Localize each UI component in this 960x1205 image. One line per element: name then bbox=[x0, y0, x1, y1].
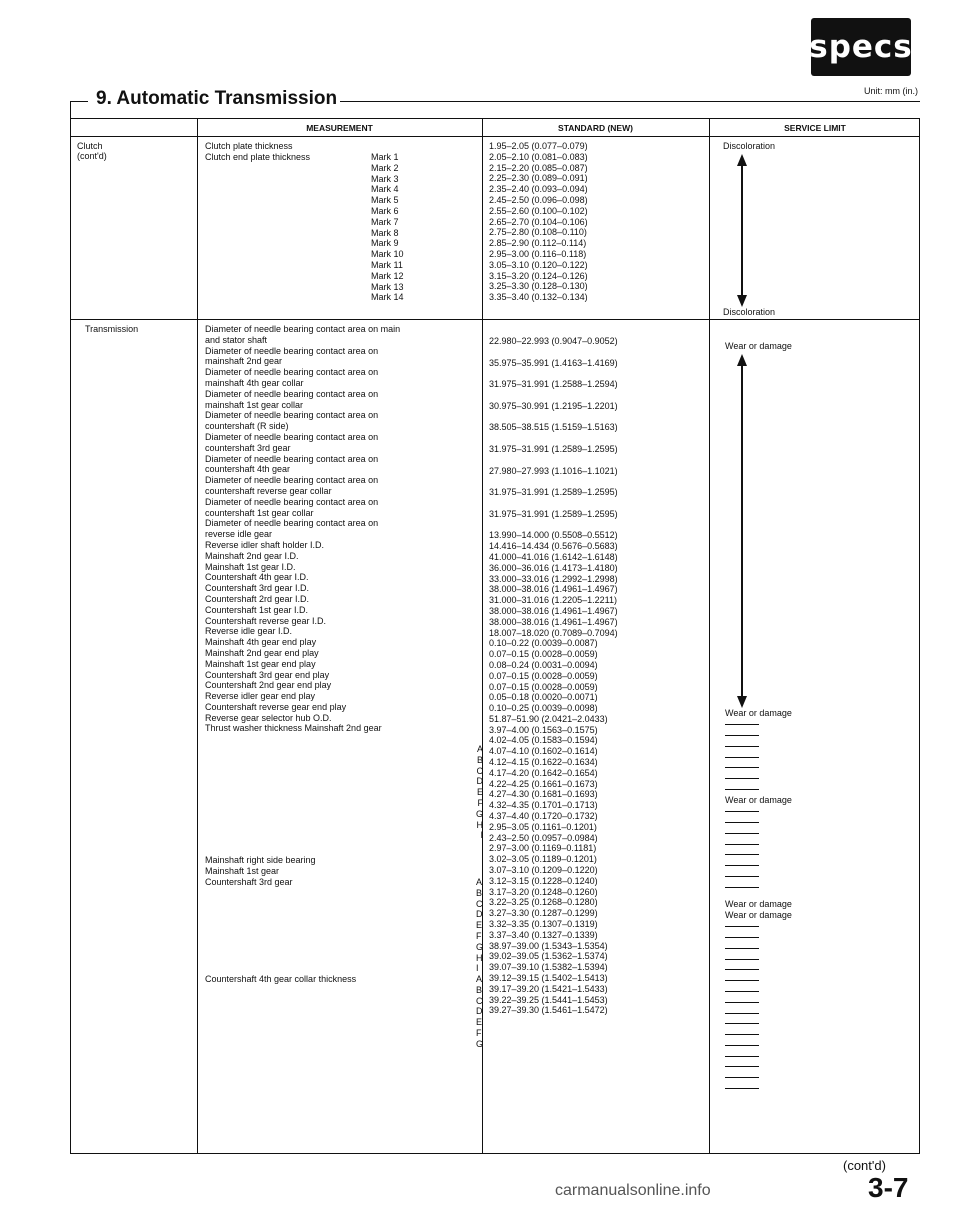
limit-dash bbox=[725, 1029, 759, 1040]
transmission-measurement-33: Countershaft 3rd gear end play bbox=[205, 669, 330, 680]
header-service-limit: SERVICE LIMIT bbox=[784, 123, 846, 133]
transmission-measurement-14: countershaft 4th gear bbox=[205, 464, 291, 475]
transmission-measurement-27: Countershaft 1st gear I.D. bbox=[205, 604, 309, 615]
transmission-standard-9: 31.975–31.991 (1.2589–1.2595) bbox=[489, 508, 618, 519]
watermark: carmanualsonline.info bbox=[555, 1182, 711, 1199]
arrow-shaft bbox=[741, 165, 743, 295]
clutch-standard-12: 3.05–3.10 (0.120–0.122) bbox=[489, 259, 588, 270]
clutch-mark-14: Mark 14 bbox=[371, 292, 404, 303]
limit-wear-thrust: Wear or damage bbox=[725, 795, 792, 805]
limit-dash bbox=[725, 1061, 759, 1072]
clutch-mark-9: Mark 9 bbox=[371, 238, 399, 249]
thrust-letter-5: E bbox=[477, 787, 484, 798]
limit-wear-bearing: Wear or damage bbox=[725, 899, 792, 909]
transmission-standard-4: 30.975–30.991 (1.2195–1.2201) bbox=[489, 400, 618, 411]
limit-dash bbox=[725, 1051, 759, 1062]
transmission-standard-37: 2.95–3.05 (0.1161–0.1201) bbox=[489, 821, 597, 832]
transmission-measurements bbox=[205, 324, 400, 734]
transmission-standard-18: 38.000–38.016 (1.4961–1.4967) bbox=[489, 616, 618, 627]
thrust-letter-5: E bbox=[476, 1017, 483, 1028]
transmission-measurement-1: Diameter of needle bearing contact area on main bbox=[205, 324, 401, 334]
thrust-letter-2: B bbox=[476, 984, 483, 995]
clutch-standard-9: 2.75–2.80 (0.108–0.110) bbox=[489, 227, 587, 238]
thrust-letter-3: C bbox=[476, 898, 483, 909]
transmission-measurement-23: Mainshaft 1st gear I.D. bbox=[205, 561, 296, 572]
limit-wear-bottom: Wear or damage bbox=[725, 708, 792, 718]
cont-note: (cont'd) bbox=[843, 1158, 886, 1173]
limit-dash bbox=[725, 943, 759, 954]
countershaft-3rd-gear: Countershaft 3rd gear bbox=[205, 877, 293, 887]
transmission-measurement-2: and stator shaft bbox=[205, 334, 268, 345]
transmission-standard-48: 38.97–39.00 (1.5343–1.5354) bbox=[489, 940, 608, 951]
thrust-letters-1 bbox=[476, 744, 483, 841]
transmission-measurement-9: Diameter of needle bearing contact area on bbox=[205, 410, 379, 421]
transmission-standard-11: 14.416–14.434 (0.5676–0.5683) bbox=[489, 541, 618, 552]
transmission-measurement-3: Diameter of needle bearing contact area on bbox=[205, 345, 379, 356]
clutch-mark-3: Mark 3 bbox=[371, 173, 399, 184]
clutch-standard-2: 2.05–2.10 (0.081–0.083) bbox=[489, 151, 588, 162]
thrust-letter-5: E bbox=[476, 920, 483, 931]
transmission-standard-6: 31.975–31.991 (1.2589–1.2595) bbox=[489, 443, 618, 454]
clutch-standard-13: 3.15–3.20 (0.124–0.126) bbox=[489, 270, 588, 281]
transmission-measurement-31: Mainshaft 2nd gear end play bbox=[205, 647, 319, 658]
thrust-letter-4: D bbox=[476, 1006, 483, 1017]
transmission-measurement-12: countershaft 3rd gear bbox=[205, 442, 291, 453]
transmission-measurement-25: Countershaft 3rd gear I.D. bbox=[205, 583, 310, 594]
clutch-mark-11: Mark 11 bbox=[371, 259, 403, 270]
section-title: 9. Automatic Transmission bbox=[93, 88, 340, 110]
transmission-standard-27: 51.87–51.90 (2.0421–2.0433) bbox=[489, 713, 608, 724]
transmission-standard-50: 39.07–39.10 (1.5382–1.5394) bbox=[489, 962, 608, 973]
arrow-down-icon bbox=[737, 295, 747, 307]
transmission-measurement-29: Reverse idle gear I.D. bbox=[205, 626, 293, 637]
transmission-standard-31: 4.12–4.15 (0.1622–0.1634) bbox=[489, 757, 598, 768]
limit-dash bbox=[725, 838, 759, 849]
clutch-standard-5: 2.35–2.40 (0.093–0.094) bbox=[489, 184, 588, 195]
limit-dash bbox=[725, 882, 759, 893]
collar-label: Countershaft 4th gear collar thickness bbox=[205, 974, 357, 984]
limit-dash bbox=[725, 986, 759, 997]
transmission-standard-47: 3.37–3.40 (0.1327–0.1339) bbox=[489, 929, 598, 940]
transmission-standard-42: 3.12–3.15 (0.1228–0.1240) bbox=[489, 875, 598, 886]
transmission-standard-22: 0.08–0.24 (0.0031–0.0094) bbox=[489, 659, 598, 670]
transmission-standard-8: 31.975–31.991 (1.2589–1.2595) bbox=[489, 487, 618, 498]
clutch-mark-6: Mark 6 bbox=[371, 205, 399, 216]
transmission-measurement-19: Diameter of needle bearing contact area on bbox=[205, 518, 379, 529]
transmission-measurement-35: Reverse idler gear end play bbox=[205, 691, 316, 702]
transmission-standard-13: 36.000–36.016 (1.4173–1.4180) bbox=[489, 562, 618, 573]
clutch-standard-15: 3.35–3.40 (0.132–0.134) bbox=[489, 292, 588, 303]
clutch-limit-top: Discoloration bbox=[723, 141, 776, 151]
clutch-measurement-1: Clutch plate thickness bbox=[205, 141, 293, 151]
thrust-letter-7: G bbox=[476, 941, 484, 952]
clutch-mark-5: Mark 5 bbox=[371, 195, 399, 206]
thrust-letter-9: I bbox=[480, 830, 484, 841]
transmission-standard-36: 4.37–4.40 (0.1720–0.1732) bbox=[489, 811, 598, 822]
thrust-letter-6: F bbox=[477, 797, 484, 808]
transmission-standard-35: 4.32–4.35 (0.1701–0.1713) bbox=[489, 800, 598, 811]
thrust-letter-8: H bbox=[476, 952, 483, 963]
transmission-measurement-10: countershaft (R side) bbox=[205, 421, 289, 432]
limit-dash bbox=[725, 932, 759, 943]
transmission-measurement-5: Diameter of needle bearing contact area on bbox=[205, 367, 379, 378]
section-label-transmission: Transmission bbox=[85, 324, 139, 334]
clutch-standard-4: 2.25–2.30 (0.089–0.091) bbox=[489, 173, 588, 184]
transmission-standard-24: 0.07–0.15 (0.0028–0.0059) bbox=[489, 681, 598, 692]
clutch-standard-11: 2.95–3.00 (0.116–0.118) bbox=[489, 248, 587, 259]
transmission-standard-25: 0.05–0.18 (0.0020–0.0071) bbox=[489, 692, 598, 703]
transmission-standard-12: 41.000–41.016 (1.6142–1.6148) bbox=[489, 551, 618, 562]
clutch-mark-13: Mark 13 bbox=[371, 281, 404, 292]
clutch-standard-14: 3.25–3.30 (0.128–0.130) bbox=[489, 281, 588, 292]
limit-dash bbox=[725, 806, 759, 817]
limit-dash bbox=[725, 751, 759, 762]
limit-dash bbox=[725, 730, 759, 741]
transmission-standard-20: 0.10–0.22 (0.0039–0.0087) bbox=[489, 638, 598, 649]
transmission-standard-16: 31.000–31.016 (1.2205–1.2211) bbox=[489, 595, 617, 606]
thrust-letter-1: A bbox=[476, 877, 483, 887]
specs-logo: specs bbox=[811, 18, 911, 76]
header-measurement: MEASUREMENT bbox=[306, 123, 373, 133]
transmission-standard-7: 27.980–27.993 (1.1016–1.1021) bbox=[489, 465, 618, 476]
transmission-standard-3: 31.975–31.991 (1.2588–1.2594) bbox=[489, 379, 618, 390]
limit-dash bbox=[725, 828, 759, 839]
limit-dashes-2 bbox=[725, 806, 759, 892]
clutch-measurements bbox=[205, 141, 310, 163]
transmission-standard-29: 4.02–4.05 (0.1583–0.1594) bbox=[489, 735, 598, 746]
transmission-measurement-17: Diameter of needle bearing contact area on bbox=[205, 496, 379, 507]
transmission-standard-49: 39.02–39.05 (1.5362–1.5374) bbox=[489, 951, 608, 962]
transmission-measurement-7: Diameter of needle bearing contact area on bbox=[205, 388, 379, 399]
header-standard: STANDARD (NEW) bbox=[558, 123, 633, 133]
transmission-standard-46: 3.32–3.35 (0.1307–0.1319) bbox=[489, 919, 598, 930]
transmission-standard-21: 0.07–0.15 (0.0028–0.0059) bbox=[489, 649, 598, 660]
transmission-measurement-37: Reverse gear selector hub O.D. bbox=[205, 712, 332, 723]
clutch-standard-1: 1.95–2.05 (0.077–0.079) bbox=[489, 141, 588, 151]
clutch-standard-10: 2.85–2.90 (0.112–0.114) bbox=[489, 238, 587, 249]
transmission-standard-30: 4.07–4.10 (0.1602–0.1614) bbox=[489, 746, 598, 757]
thrust-letter-9: I bbox=[476, 963, 479, 974]
transmission-standard-26: 0.10–0.25 (0.0039–0.0098) bbox=[489, 703, 598, 714]
arrow-shaft bbox=[741, 366, 743, 696]
limit-dash bbox=[725, 975, 759, 986]
transmission-standard-51: 39.12–39.15 (1.5402–1.5413) bbox=[489, 973, 608, 984]
transmission-standard-33: 4.22–4.25 (0.1661–0.1673) bbox=[489, 778, 598, 789]
transmission-measurement-30: Mainshaft 4th gear end play bbox=[205, 637, 317, 648]
limit-dash bbox=[725, 871, 759, 882]
transmission-measurement-26: Countershaft 2rd gear I.D. bbox=[205, 593, 310, 604]
transmission-standard-23: 0.07–0.15 (0.0028–0.0059) bbox=[489, 670, 598, 681]
transmission-standard-32: 4.17–4.20 (0.1642–0.1654) bbox=[489, 767, 598, 778]
transmission-measurement-18: countershaft 1st gear collar bbox=[205, 507, 314, 518]
transmission-standard-52: 39.17–39.20 (1.5421–1.5433) bbox=[489, 983, 608, 994]
table-header bbox=[71, 119, 919, 137]
limit-wear-1st: Wear or damage bbox=[725, 910, 792, 920]
transmission-measurement-20: reverse idle gear bbox=[205, 529, 273, 540]
limit-dash bbox=[725, 849, 759, 860]
thrust-letter-3: C bbox=[476, 995, 483, 1006]
limit-dashes-1 bbox=[725, 719, 759, 795]
thrust-letter-1: A bbox=[477, 744, 484, 754]
transmission-measurement-22: Mainshaft 2nd gear I.D. bbox=[205, 550, 299, 561]
limit-dash bbox=[725, 719, 759, 730]
clutch-standard-7: 2.55–2.60 (0.100–0.102) bbox=[489, 205, 588, 216]
limit-dashes-3 bbox=[725, 921, 759, 1094]
clutch-limit-bottom: Discoloration bbox=[723, 307, 776, 317]
transmission-standard-38: 2.43–2.50 (0.0957–0.0984) bbox=[489, 832, 598, 843]
limit-dash bbox=[725, 1040, 759, 1051]
clutch-mark-4: Mark 4 bbox=[371, 184, 399, 195]
transmission-standard-15: 38.000–38.016 (1.4961–1.4967) bbox=[489, 584, 618, 595]
transmission-measurement-32: Mainshaft 1st gear end play bbox=[205, 658, 316, 669]
transmission-standard-45: 3.27–3.30 (0.1287–0.1299) bbox=[489, 908, 598, 919]
limit-dash bbox=[725, 1083, 759, 1094]
thrust-letter-1: A bbox=[476, 974, 483, 984]
limit-dash bbox=[725, 762, 759, 773]
limit-dash bbox=[725, 773, 759, 784]
transmission-standard-54: 39.27–39.30 (1.5461–1.5472) bbox=[489, 1005, 608, 1016]
transmission-measurement-16: countershaft reverse gear collar bbox=[205, 485, 332, 496]
transmission-standard-41: 3.07–3.10 (0.1209–0.1220) bbox=[489, 865, 598, 876]
transmission-measurement-21: Reverse idler shaft holder I.D. bbox=[205, 539, 325, 550]
clutch-measurement-2: Clutch end plate thickness bbox=[205, 151, 311, 162]
limit-dash bbox=[725, 953, 759, 964]
transmission-measurement-38: Thrust washer thickness Mainshaft 2nd gear bbox=[205, 723, 382, 734]
clutch-mark-2: Mark 2 bbox=[371, 162, 399, 173]
clutch-mark-12: Mark 12 bbox=[371, 270, 404, 281]
thrust-letter-2: B bbox=[477, 754, 484, 765]
transmission-standard-53: 39.22–39.25 (1.5441–1.5453) bbox=[489, 994, 608, 1005]
section-label-clutch: Clutch (cont'd) bbox=[77, 141, 107, 161]
clutch-standard-3: 2.15–2.20 (0.085–0.087) bbox=[489, 162, 588, 173]
limit-dash bbox=[725, 860, 759, 871]
transmission-measurement-6: mainshaft 4th gear collar bbox=[205, 377, 304, 388]
transmission-measurement-36: Countershaft reverse gear end play bbox=[205, 701, 347, 712]
limit-dash bbox=[725, 1018, 759, 1029]
mainshaft-1st-gear: Mainshaft 1st gear bbox=[205, 866, 280, 876]
mainshaft-right-bearing: Mainshaft right side bearing bbox=[205, 855, 316, 865]
transmission-standard-19: 18.007–18.020 (0.7089–0.7094) bbox=[489, 627, 618, 638]
transmission-standard-28: 3.97–4.00 (0.1563–0.1575) bbox=[489, 724, 598, 735]
clutch-standards bbox=[489, 141, 588, 303]
transmission-measurement-4: mainshaft 2nd gear bbox=[205, 356, 283, 367]
arrow-up-icon bbox=[737, 354, 747, 366]
clutch-mark-7: Mark 7 bbox=[371, 216, 399, 227]
clutch-standard-8: 2.65–2.70 (0.104–0.106) bbox=[489, 216, 588, 227]
thrust-letter-4: D bbox=[476, 909, 483, 920]
unit-note: Unit: mm (in.) bbox=[864, 86, 918, 96]
transmission-measurement-11: Diameter of needle bearing contact area on bbox=[205, 431, 379, 442]
transmission-standard-40: 3.02–3.05 (0.1189–0.1201) bbox=[489, 854, 597, 865]
limit-dash bbox=[725, 1072, 759, 1083]
limit-dash bbox=[725, 921, 759, 932]
transmission-measurement-28: Countershaft reverse gear I.D. bbox=[205, 615, 327, 626]
thrust-letters-2 bbox=[476, 877, 483, 974]
transmission-standard-10: 13.990–14.000 (0.5508–0.5512) bbox=[489, 530, 618, 541]
limit-dash bbox=[725, 784, 759, 795]
page-number: 3-7 bbox=[868, 1172, 909, 1203]
thrust-letter-6: F bbox=[476, 930, 482, 941]
transmission-standard-43: 3.17–3.20 (0.1248–0.1260) bbox=[489, 886, 598, 897]
limit-dash bbox=[725, 964, 759, 975]
limit-dash bbox=[725, 817, 759, 828]
transmission-standards bbox=[489, 336, 618, 1016]
transmission-standard-34: 4.27–4.30 (0.1681–0.1693) bbox=[489, 789, 598, 800]
spec-table bbox=[70, 118, 920, 1154]
limit-dash bbox=[725, 997, 759, 1008]
thrust-letter-2: B bbox=[476, 887, 483, 898]
transmission-standard-17: 38.000–38.016 (1.4961–1.4967) bbox=[489, 605, 618, 616]
clutch-mark-8: Mark 8 bbox=[371, 227, 399, 238]
transmission-standard-14: 33.000–33.016 (1.2992–1.2998) bbox=[489, 573, 618, 584]
transmission-standard-1: 22.980–22.993 (0.9047–0.9052) bbox=[489, 336, 618, 346]
transmission-standard-44: 3.22–3.25 (0.1268–0.1280) bbox=[489, 897, 598, 908]
thrust-letter-7: G bbox=[476, 808, 484, 819]
thrust-letter-3: C bbox=[476, 765, 484, 776]
transmission-measurement-34: Countershaft 2nd gear end play bbox=[205, 680, 332, 691]
transmission-measurement-13: Diameter of needle bearing contact area on bbox=[205, 453, 379, 464]
arrow-down-icon bbox=[737, 696, 747, 708]
limit-dash bbox=[725, 1007, 759, 1018]
transmission-standard-2: 35.975–35.991 (1.4163–1.4169) bbox=[489, 357, 618, 368]
transmission-measurement-15: Diameter of needle bearing contact area on bbox=[205, 475, 379, 486]
transmission-standard-39: 2.97–3.00 (0.1169–0.1181) bbox=[489, 843, 597, 854]
clutch-standard-6: 2.45–2.50 (0.096–0.098) bbox=[489, 194, 588, 205]
thrust-letters-3 bbox=[476, 974, 483, 1050]
limit-wear-top: Wear or damage bbox=[725, 341, 792, 351]
thrust-letter-4: D bbox=[476, 776, 484, 787]
transmission-measurement-24: Countershaft 4th gear I.D. bbox=[205, 572, 309, 583]
limit-dash bbox=[725, 741, 759, 752]
clutch-marks bbox=[371, 152, 429, 303]
thrust-letter-7: G bbox=[476, 1038, 484, 1049]
thrust-letter-6: F bbox=[476, 1027, 482, 1038]
clutch-mark-1: Mark 1 bbox=[371, 152, 399, 162]
transmission-measurement-8: mainshaft 1st gear collar bbox=[205, 399, 304, 410]
clutch-mark-10: Mark 10 bbox=[371, 249, 404, 260]
thrust-letter-8: H bbox=[476, 819, 484, 830]
transmission-standard-5: 38.505–38.515 (1.5159–1.5163) bbox=[489, 422, 618, 433]
